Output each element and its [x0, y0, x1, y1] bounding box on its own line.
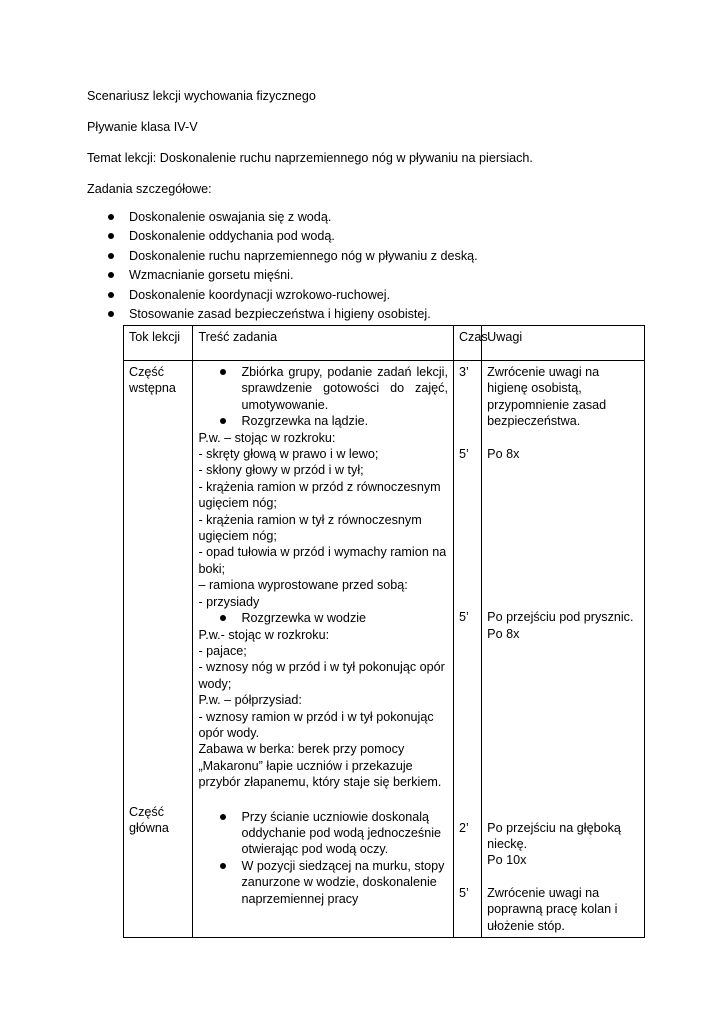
tok-main: Część główna — [129, 805, 169, 836]
time-value: 2’ — [458, 821, 469, 835]
exercise-line: P.w. – stojąc w rozkroku: — [198, 430, 336, 445]
table-row — [124, 361, 645, 938]
table-header-row — [124, 326, 645, 361]
task-item: Stosowanie zasad bezpieczeństwa i higieny osobistej. — [108, 306, 478, 325]
task-item: Wzmacnianie gorsetu mięśni. — [108, 267, 478, 286]
exercise-line: - pajace; — [198, 643, 247, 658]
exercise-bullet: Rozgrzewka na lądzie. — [198, 413, 448, 429]
uwagi-cell — [482, 361, 645, 938]
exercise-line: - krążenia ramion w tył z równoczesnym ugięciem nóg; — [198, 512, 422, 544]
exercise-line: - skręty głową w prawo i w lewo; — [198, 447, 379, 462]
exercise-bullet: W pozycji siedzącej na murku, stopy zanurzone w wodzie, doskonalenie naprzemiennej pracy — [198, 858, 448, 907]
remark: Zwrócenie uwagi na higienę osobistą, przypomnienie zasad bezpieczeństwa. — [487, 365, 607, 429]
task-item: Doskonalenie oswajania się z wodą. — [108, 209, 478, 228]
remark: Po 8x — [487, 447, 520, 461]
time-value: 3’ — [458, 365, 469, 379]
remark: Po 10x — [487, 853, 527, 867]
exercise-line: - opad tułowia w przód i wymachy ramion na boki; — [198, 545, 447, 576]
exercise-game: Zabawa w berka: berek przy pomocy „Makaronu” łapie uczniów i przekazuje przybór złapanemu, który staje się berkiem. — [198, 742, 442, 790]
header-czas: Czas — [453, 326, 481, 361]
time-value: 5’ — [458, 610, 469, 624]
exercise-line: - przysiady — [198, 594, 260, 609]
remark: Po przejściu na głęboką nieckę. — [487, 821, 621, 852]
task-item: Doskonalenie koordynacji wzrokowo-ruchowej. — [108, 287, 478, 306]
class-line: Pływanie klasa IV-V — [87, 120, 198, 134]
document-title: Scenariusz lekcji wychowania fizycznego — [87, 89, 316, 103]
czas-cell — [453, 361, 481, 938]
header-tok: Tok lekcji — [124, 326, 193, 361]
exercise-line: - skłony głowy w przód i w tył; — [198, 463, 364, 478]
header-tresc: Treść zadania — [193, 326, 454, 361]
exercise-line: P.w. – półprzysiad: — [198, 693, 302, 708]
exercise-bullet: Rozgrzewka w wodzie — [198, 610, 448, 626]
tasks-heading: Zadania szczegółowe: — [87, 182, 212, 196]
tresc-cell — [193, 361, 454, 938]
tasks-list — [108, 209, 478, 325]
time-value: 5’ — [458, 447, 469, 461]
exercise-bullet: Przy ścianie uczniowie doskonalą oddychanie pod wodą jednocześnie otwierając pod wodą oczy. — [198, 809, 448, 858]
header-uwagi: Uwagi — [482, 326, 645, 361]
exercise-line: - wznosy ramion w przód i w tył pokonując opór wody. — [198, 709, 434, 740]
exercise-bullet: Zbiórka grupy, podanie zadań lekcji, sprawdzenie gotowości do zajęć, umotywowanie. — [198, 364, 448, 413]
lesson-topic: Temat lekcji: Doskonalenie ruchu naprzemiennego nóg w pływaniu na piersiach. — [87, 151, 533, 165]
remark: Po 8x — [487, 627, 520, 641]
exercise-line: P.w.- stojąc w rozkroku: — [198, 627, 330, 642]
tok-intro: Część wstępna — [129, 365, 176, 396]
exercise-line: - krążenia ramion w przód z równoczesnym ugięciem nóg; — [198, 479, 441, 511]
exercise-line: - wznosy nóg w przód i w tył pokonując opór wody; — [198, 660, 445, 691]
lesson-plan-table — [123, 325, 645, 938]
exercise-line: – ramiona wyprostowane przed sobą: — [198, 578, 408, 593]
task-item: Doskonalenie oddychania pod wodą. — [108, 228, 478, 247]
remark: Po przejściu pod prysznic. — [487, 610, 634, 624]
remark: Zwrócenie uwagi na poprawną pracę kolan i ułożenie stóp. — [487, 886, 618, 933]
time-value: 5’ — [458, 886, 469, 900]
task-item: Doskonalenie ruchu naprzemiennego nóg w pływaniu z deską. — [108, 248, 478, 267]
tok-cell — [124, 361, 193, 938]
